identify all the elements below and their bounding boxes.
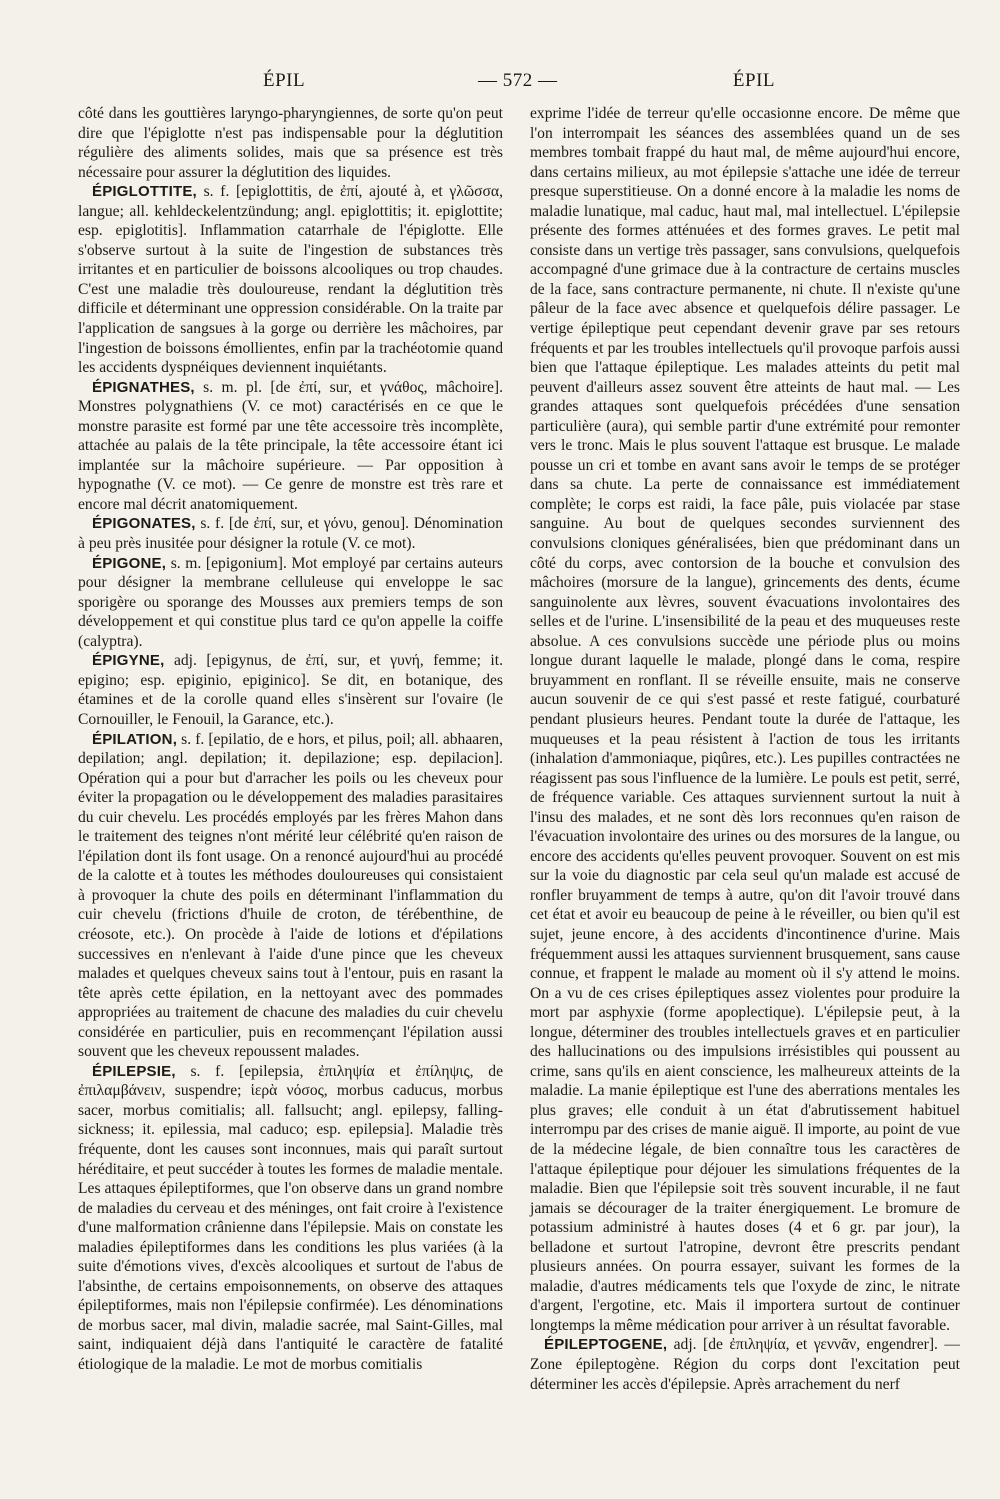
headword: ÉPIGONE, (92, 554, 167, 572)
headword: ÉPIGYNE, (92, 652, 165, 670)
paragraph-continuation: côté dans les gouttières laryngo-pharyngiennes, de sorte qu'on peut dire que l'épiglotte n'est pas indispensable pour la déglutition régulière des aliments solides, mais que sa présence est très nécessaire pour assurer la déglutition des liquides. (78, 105, 503, 181)
entry-body: s. f. [epilatio, de e hors, et pilus, poil; all. abhaaren, depilation; angl. depilation; it. depilazione; esp. depilacion]. Opération qui a pour but d'arracher les poils ou les cheveux pour éviter la propagation ou le développement des maladies parasitaires du cuir chevelu. Les procédés employés par les frères Mahon dans le traitement des teignes n'ont mérité leur célébrité qu'en raison de l'épilation dont ils font usage. On a renoncé aujourd'hui au procédé de la calotte et à toutes les méthodes douloureuses qui consistaient à provoquer la chute des poils en déterminant l'inflammation du cuir chevelu (frictions d'huile de croton, de térébenthine, de créosote, etc.). On procède à l'aide de lotions et d'épilations successives en n'enlevant à l'aide d'une pince que les cheveux malades et quelques cheveux sains tout à l'entour, puis en rasant la tête après cette épilation, en la nettoyant avec des pommades appropriées au traitement de chacune des maladies du cuir chevelu considérée en particulier, puis en recommençant l'épilation aussi souvent que les cheveux repoussent malades. (78, 730, 503, 1061)
headword: ÉPILEPSIE, (92, 1062, 176, 1080)
headword: ÉPIGLOTTITE, (92, 183, 197, 201)
headword: ÉPIGNATHES, (92, 378, 195, 396)
entry-epilation (78, 730, 503, 1062)
running-head-left: ÉPIL (263, 70, 306, 91)
paragraph-continuation: exprime l'idée de terreur qu'elle occasionne encore. De même que l'on interrompait les séances des assemblées quand un de ses membres tombait frappé du haut mal, de même aujourd'hui encore, dans certains milieux, au mot épilepsie s'attache une idée de terreur presque superstitieuse. On a donné encore à la maladie les noms de maladie lunatique, mal caduc, haut mal, mal intellectuel. L'épilepsie présente des formes atténuées et des formes graves. Le petit mal consiste dans un vertige très passager, sans convulsions, quelquefois accompagné d'une grimace due à la contracture de certains muscles de la face, sans contracture permanente, ni chute. Il n'existe qu'une pâleur de la face avec absence et quelquefois délire passager. Le vertige épileptique peut cependant devenir grave par ses retours fréquents et par les troubles intellectuels qu'il provoque parfois aussi bien que l'attaque épileptique. Les malades atteints du petit mal peuvent d'ailleurs assez souvent être atteints de haut mal. — Les grandes attaques sont quelquefois précédées d'une sensation particulière (aura), qui semble partir d'une extrémité pour remonter vers le tronc. Mais le plus souvent l'attaque est brusque. Le malade pousse un cri et tombe en avant sans avoir le temps de se protéger dans sa chute. La perte de connaissance est immédiatement complète; le corps est raidi, la face pâle, puis violacée par stase sanguine. Au bout de quelques secondes surviennent des convulsions cloniques généralisées, bien que prédominant dans un côté du corps, avec contorsion de la bouche et convulsion des mâchoires (morsure de la langue), grincements des dents, écume sanguinolente aux lèvres, souvent évacuations involontaires des selles et de l'urine. L'insensibilité de la peau et des muqueuses reste absolue. A ces convulsions succède une période plus ou moins longue durant laquelle le malade, plongé dans le coma, respire bruyamment en ronflant. Il se réveille ensuite, mais ne conserve aucun souvenir de ce qui s'est passé et reste fatigué, courbaturé pendant plusieurs heures. Pendant toute la durée de l'attaque, les muqueuses et la peau résistent à l'action de tous les irritants (inhalation d'ammoniaque, piqûres, etc.). Les pupilles contractées ne réagissent pas sous l'influence de la lumière. Le pouls est petit, serré, de fréquence variable. Ces attaques surviennent surtout la nuit à l'insu des malades, et ne sont dès lors reconnues qu'en raison de l'évacuation involontaire des urines ou des morsures de la langue, ou encore des accidents qu'elles peuvent provoquer. Souvent on est mis sur la voie du diagnostic par cela seul qu'un malade est accusé de ronfler bruyamment de temps à autre, qu'on dit l'avoir trouvé dans cet état et avoir eu beaucoup de peine à le réveiller, ou bien qu'il est sujet, jeune encore, à des accidents d'incontinence d'urine. Mais fréquemment aussi les attaques surviennent brusquement, sans cause connue, et frappent le malade au moment où il s'y attend le moins. On a vu de ces crises épileptiques assez violentes pour produire la mort par asphyxie (forme apoplectique). L'épilepsie peut, à la longue, déterminer des troubles intellectuels graves et en particulier des hallucinations ou des impulsions irrésistibles qui poussent au crime, sans qu'ils en aient conscience, les malheureux atteints de la maladie. La manie épileptique est l'une des aberrations mentales les plus graves; elle conduit à un état d'abrutissement habituel interrompu par des crises de manie aiguë. Il importe, au point de vue de la médecine légale, de bien connaître tous les caractères de l'attaque épileptique pour déjouer les simulations fréquentes de la maladie. Bien que l'épilepsie soit très souvent incurable, il ne faut jamais se décourager de la traiter énergiquement. Le bromure de potassium administré à hautes doses (4 et 6 gr. par jour), la belladone et surtout l'atropine, devront être prescrits pendant plusieurs années. On pourra essayer, suivant les formes de la maladie, d'autres médicaments tels que l'oxyde de zinc, le nitrate d'argent, l'ergotine, etc. Mais il importera surtout de continuer longtemps la même médication pour arriver à un résultat favorable. (530, 105, 960, 1334)
headword: ÉPILATION, (92, 730, 178, 748)
entry-epigonates (78, 514, 503, 553)
page-number: — 572 — (478, 70, 558, 91)
entry-epigyne (78, 651, 503, 729)
left-column (78, 104, 503, 1375)
entry-epilepsie (78, 1062, 503, 1375)
headword: ÉPIGONATES, (92, 515, 196, 533)
entry-epileptogene (530, 1335, 960, 1394)
entry-body: s. m. pl. [de ἐπί, sur, et γνάθος, mâchoire]. Monstres polygnathiens (V. ce mot) caractérisés en ce que le monstre parasite est formé par une tête accessoire très incomplète, attachée au palais de la tête principale, la tête accessoire étant ici implantée sur la mâchoire supérieure. — Par opposition à hypognathe (V. ce mot). — Ce genre de monstre est très rare et encore mal décrit anatomiquement. (78, 378, 503, 513)
headword: ÉPILEPTOGENE, (544, 1336, 668, 1354)
entry-body: s. f. [epilepsia, ἐπιληψία et ἐπίληψις, de ἐπιλαμβάνειν, suspendre; ἱερὰ νόσος, morbus caducus, morbus sacer, morbus comitialis; all. fallsucht; angl. epilepsy, falling-sickness; it. epilessia, mal caduco; esp. epilepsia]. Maladie très fréquente, dont les causes sont inconnues, mais qui paraît surtout héréditaire, et peut succéder à toutes les formes de maladie mentale. Les attaques épileptiformes, que l'on observe dans un grand nombre de maladies du cerveau et des méninges, ont fait croire à l'existence d'une malformation crânienne dans l'épilepsie. Mais on constate les maladies épileptiformes dans les conditions les plus variées (à la suite d'émotions vives, d'excès alcooliques et surtout de l'abus de l'absinthe, de certains empoisonnements, on observe des attaques épileptiformes, mais non l'épilepsie confirmée). Les dénominations de morbus sacer, mal divin, maladie sacrée, mal Saint-Gilles, mal saint, indiquaient déjà dans l'antiquité le caractère de fatalité étiologique de la maladie. Le mot de morbus comitialis (78, 1062, 503, 1373)
running-head (78, 70, 940, 98)
entry-body: s. f. [de ἐπί, sur, et γόνυ, genou]. Dénomination à peu près inusitée pour désigner la rotule (V. ce mot). (78, 515, 503, 553)
running-head-right: ÉPIL (732, 70, 775, 91)
entry-epigone (78, 554, 503, 652)
entry-body: adj. [epigynus, de ἐπί, sur, et γυνή, femme; it. epigino; esp. epiginio, epiginico]. Se dit, en botanique, des étamines et de la corolle quand elles s'insèrent sur l'ovaire (le Cornouiller, le Fenouil, la Garance, etc.). (78, 652, 503, 728)
right-column (530, 104, 960, 1394)
entry-body: adj. [de ἐπιληψία, et γεννᾶν, engendrer]. — Zone épileptogène. Région du corps dont l'excitation peut déterminer les accès d'épilepsie. Après arrachement du nerf (530, 1336, 960, 1393)
entry-epignathes (78, 378, 503, 515)
entry-body: s. m. [epigonium]. Mot employé par certains auteurs pour désigner la membrane celluleuse qui enveloppe le sac sporigère ou sporange des Mousses aux premiers temps de son développement et qui constitue plus tard ce qu'on appelle la coiffe (calyptra). (78, 554, 503, 650)
entry-epiglottite (78, 182, 503, 377)
entry-body: s. f. [epiglottitis, de ἐπί, ajouté à, et γλῶσσα, langue; all. kehldeckelentzündung; angl. epiglottitis; it. epiglottite; esp. epiglotitis]. Inflammation catarrhale de l'épiglotte. Elle s'observe surtout à la suite de l'ingestion de substances très irritantes et en particulier de boissons alcooliques ou trop chaudes. C'est une maladie très douloureuse, rendant la déglutition très difficile et déterminant une oppression considérable. On la traite par l'application de sangsues à la gorge ou derrière les mâchoires, par l'ingestion de boissons émollientes, enfin par la trachéotomie quand les accidents dyspnéiques deviennent inquiétants. (78, 183, 503, 377)
